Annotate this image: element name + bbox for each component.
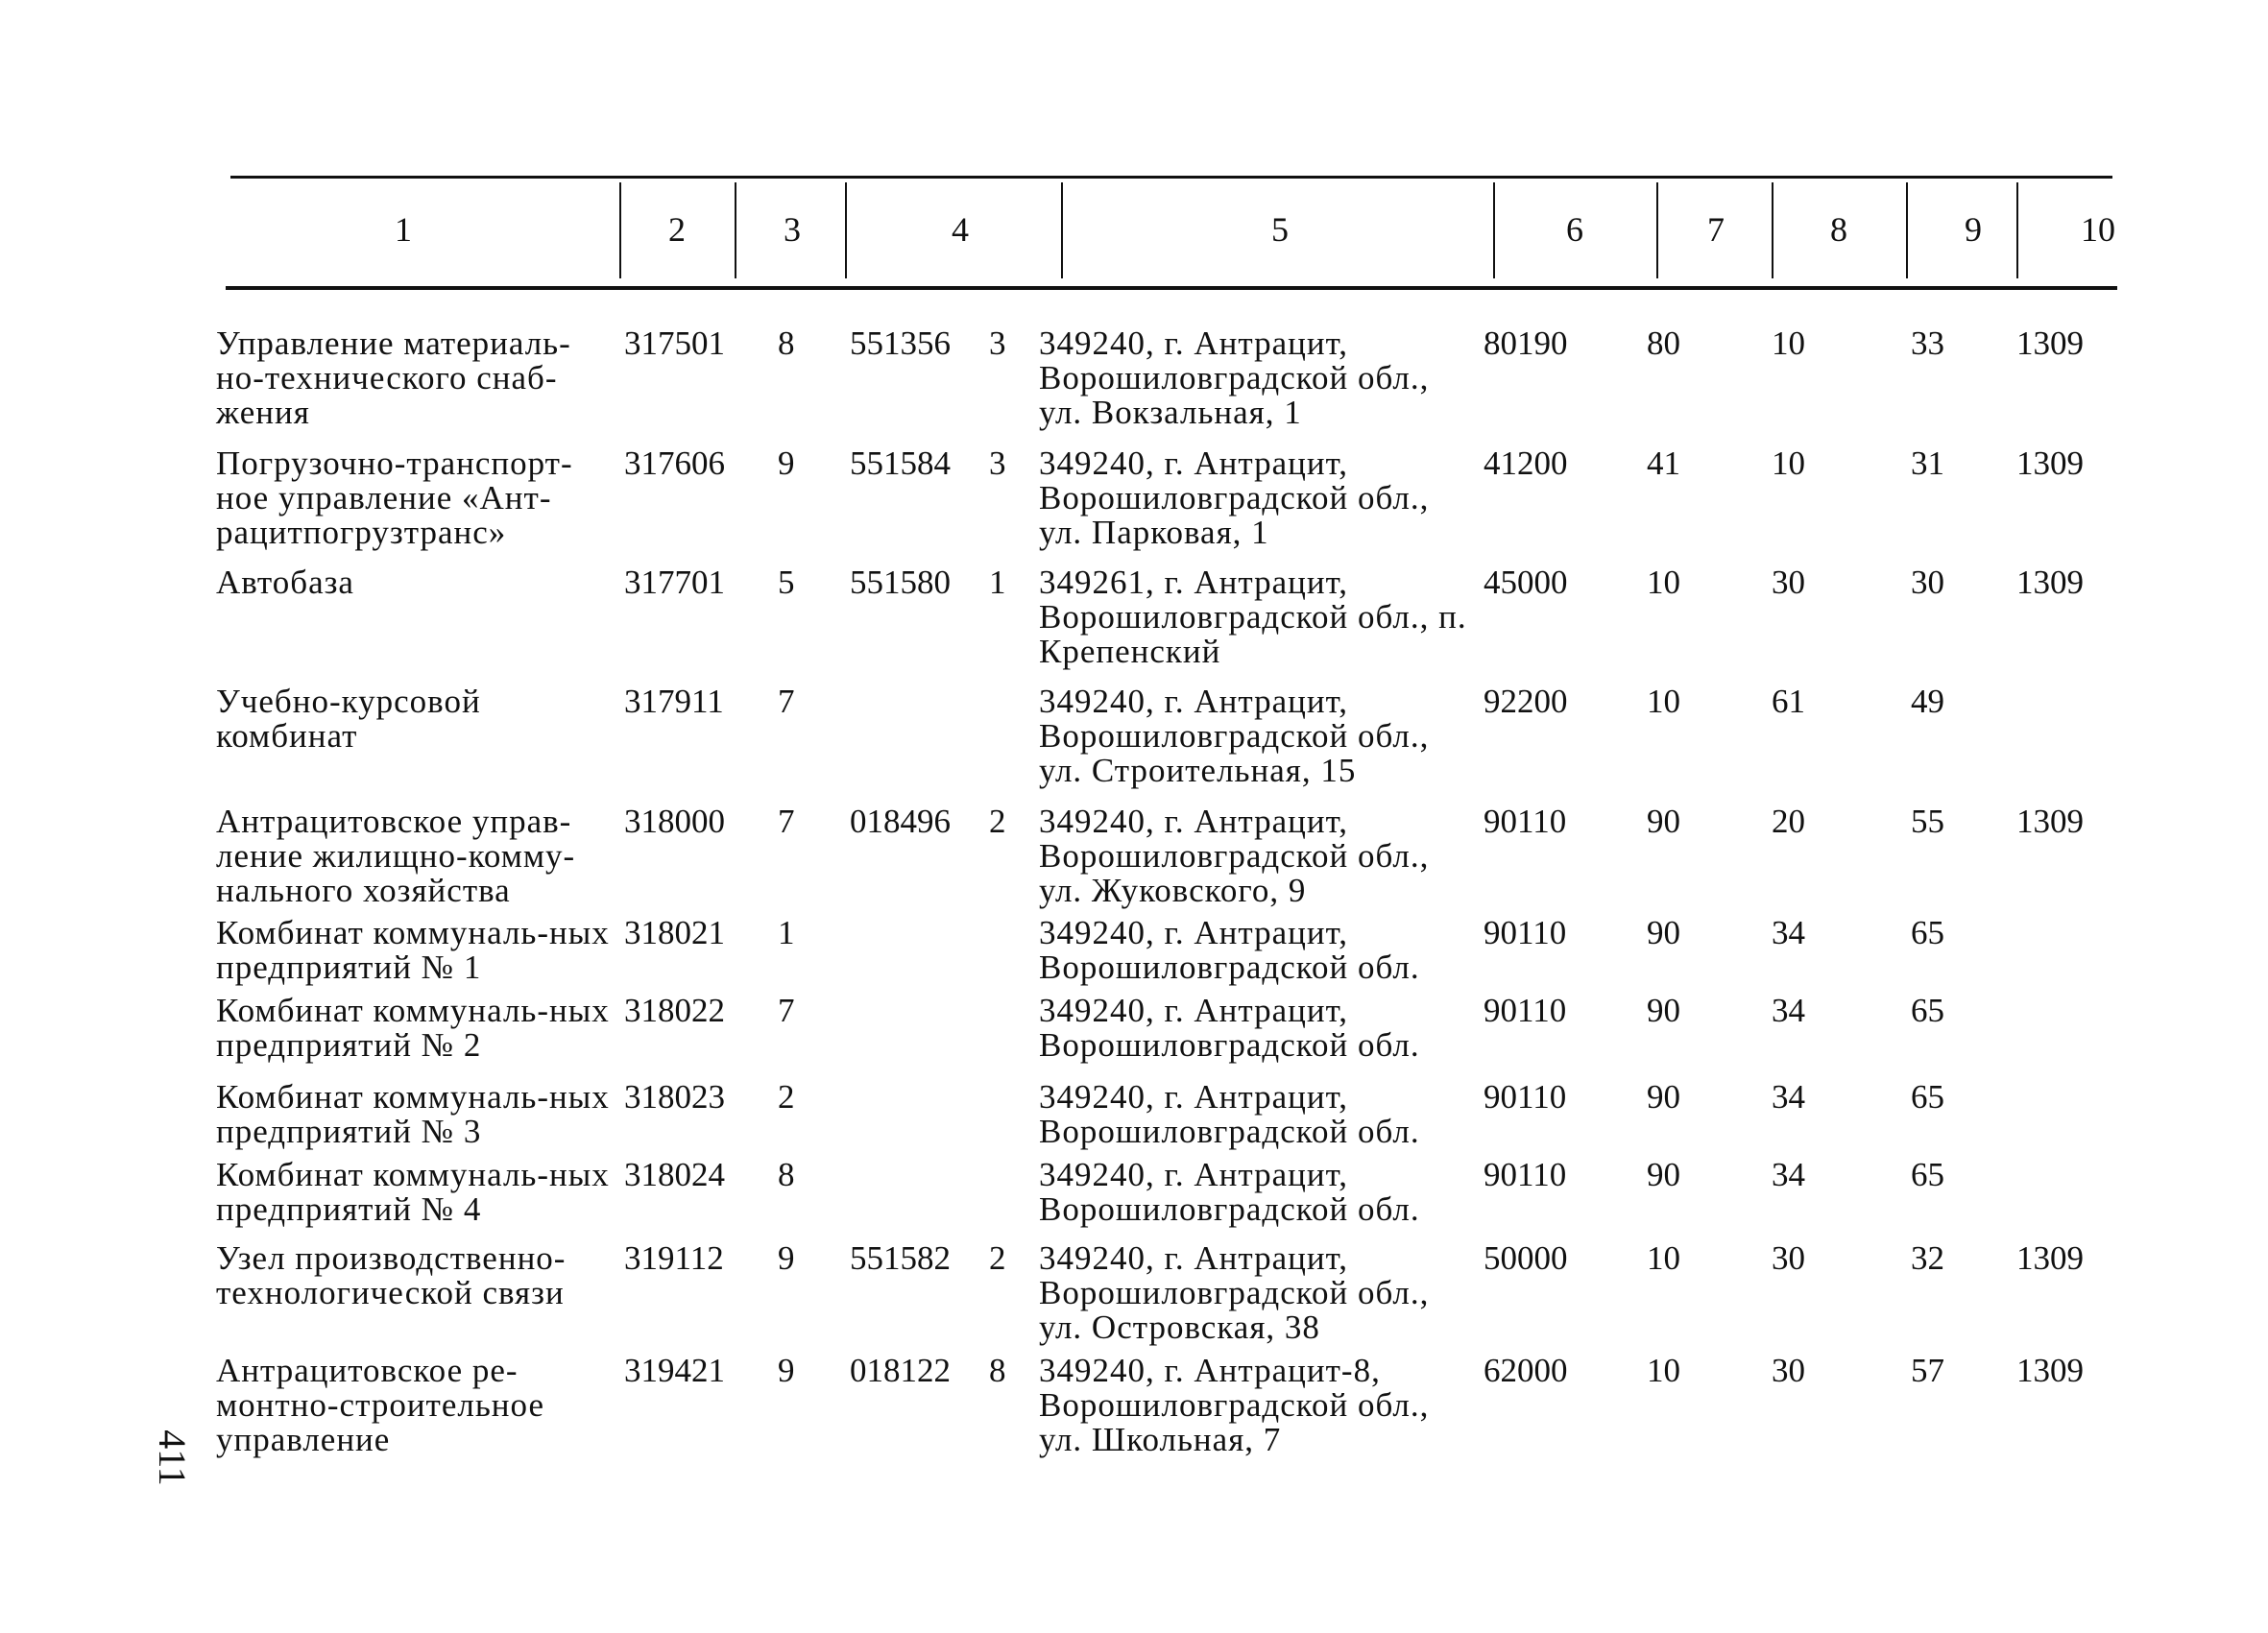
organization-name: Антрацитовское управ-ление жилищно-комму-нального хозяйства [216,803,576,909]
col3-value: 9 [778,1239,795,1277]
col10-value: 1309 [2016,324,2084,362]
col8-value: 34 [1772,1078,1805,1116]
col3-value: 7 [778,803,795,840]
column-header: 5 [1271,210,1289,249]
col4-value: 551582 [850,1239,951,1277]
col8-value: 30 [1772,1239,1805,1277]
address: 349240, г. Антрацит, Ворошиловградской обл. [1039,1156,1420,1228]
address: 349240, г. Антрацит, Ворошиловградской обл. [1039,914,1420,986]
address: 349240, г. Антрацит, Ворошиловградской обл., ул. Островская, 38 [1039,1239,1430,1346]
column-header: 8 [1830,210,1847,249]
organization-name: Комбинат коммуналь-ных предприятий № 4 [216,1156,610,1228]
col4-value: 551356 [850,324,951,362]
column-header: 10 [2081,210,2115,249]
header-separator [1493,182,1495,278]
column-header: 4 [952,210,969,249]
col7-value: 41 [1647,444,1680,482]
column-header: 7 [1707,210,1725,249]
organization-name: Комбинат коммуналь-ных предприятий № 3 [216,1078,610,1150]
col3-value: 8 [778,324,795,362]
col9-value: 49 [1911,683,1944,720]
column-header: 9 [1965,210,1982,249]
col4-digit: 3 [989,444,1006,482]
col9-value: 30 [1911,564,1944,601]
org-code: 317606 [624,444,725,482]
org-code: 319421 [624,1352,725,1389]
col4-digit: 3 [989,324,1006,362]
organization-name: Антрацитовское ре-монтно-строительное управление [216,1352,544,1458]
column-header: 6 [1566,210,1583,249]
col8-value: 10 [1772,444,1805,482]
col8-value: 30 [1772,1352,1805,1389]
col10-value: 1309 [2016,1239,2084,1277]
col8-value: 20 [1772,803,1805,840]
org-code: 319112 [624,1239,724,1277]
org-code: 317911 [624,683,724,720]
col9-value: 65 [1911,914,1944,951]
address: 349240, г. Антрацит, Ворошиловградской обл., ул. Парковая, 1 [1039,444,1430,551]
col3-value: 7 [778,683,795,720]
col9-value: 65 [1911,1078,1944,1116]
col9-value: 65 [1911,992,1944,1029]
address: 349240, г. Антрацит, Ворошиловградской обл. [1039,1078,1420,1150]
col4-value: 551584 [850,444,951,482]
organization-name: Комбинат коммуналь-ных предприятий № 1 [216,914,610,986]
col8-value: 30 [1772,564,1805,601]
col4-digit: 1 [989,564,1006,601]
col6-value: 90110 [1484,1078,1567,1116]
col6-value: 90110 [1484,803,1567,840]
col9-value: 31 [1911,444,1944,482]
col10-value: 1309 [2016,1352,2084,1389]
col8-value: 34 [1772,914,1805,951]
col4-value: 018122 [850,1352,951,1389]
col7-value: 10 [1647,1352,1680,1389]
org-code: 318000 [624,803,725,840]
org-code: 318024 [624,1156,725,1193]
column-header: 1 [395,210,412,249]
address: 349240, г. Антрацит, Ворошиловградской обл. [1039,992,1420,1064]
col7-value: 10 [1647,1239,1680,1277]
org-code: 318022 [624,992,725,1029]
header-separator [1061,182,1063,278]
col4-value: 551580 [850,564,951,601]
col4-value: 018496 [850,803,951,840]
col8-value: 34 [1772,992,1805,1029]
col9-value: 55 [1911,803,1944,840]
column-header: 3 [784,210,801,249]
col10-value: 1309 [2016,564,2084,601]
col6-value: 50000 [1484,1239,1568,1277]
col6-value: 62000 [1484,1352,1568,1389]
col6-value: 45000 [1484,564,1568,601]
organization-name: Управление материаль-но-технического снаб-жения [216,324,571,431]
col7-value: 90 [1647,992,1680,1029]
col6-value: 92200 [1484,683,1568,720]
header-separator [1906,182,1908,278]
col10-value: 1309 [2016,803,2084,840]
address: 349240, г. Антрацит-8, Ворошиловградской обл., ул. Школьная, 7 [1039,1352,1430,1458]
col3-value: 7 [778,992,795,1029]
organization-name: Погрузочно-транспорт-ное управление «Ант-рацитпогрузтранс» [216,444,573,551]
header-separator [845,182,847,278]
col10-value: 1309 [2016,444,2084,482]
col6-value: 90110 [1484,914,1567,951]
col3-value: 9 [778,444,795,482]
header-separator [1772,182,1773,278]
organization-name: Автобаза [216,564,354,601]
col6-value: 90110 [1484,992,1567,1029]
org-code: 317701 [624,564,725,601]
header-separator [2016,182,2018,278]
col6-value: 80190 [1484,324,1568,362]
col9-value: 33 [1911,324,1944,362]
col9-value: 57 [1911,1352,1944,1389]
header-separator [735,182,736,278]
col3-value: 1 [778,914,795,951]
col6-value: 90110 [1484,1156,1567,1193]
col3-value: 5 [778,564,795,601]
col8-value: 61 [1772,683,1805,720]
col4-digit: 2 [989,1239,1006,1277]
org-code: 318021 [624,914,725,951]
header-separator [619,182,621,278]
col7-value: 80 [1647,324,1680,362]
column-header: 2 [668,210,686,249]
address: 349261, г. Антрацит, Ворошиловградской обл., п. Крепенский [1039,564,1467,670]
organization-name: Учебно-курсовой комбинат [216,683,481,755]
header-separator [1656,182,1658,278]
col4-digit: 2 [989,803,1006,840]
col7-value: 10 [1647,564,1680,601]
col8-value: 10 [1772,324,1805,362]
col3-value: 9 [778,1352,795,1389]
col7-value: 90 [1647,914,1680,951]
address: 349240, г. Антрацит, Ворошиловградской обл., ул. Жуковского, 9 [1039,803,1430,909]
address: 349240, г. Антрацит, Ворошиловградской обл., ул. Строительная, 15 [1039,683,1430,789]
table-header-rule [226,286,2117,290]
col7-value: 90 [1647,803,1680,840]
org-code: 318023 [624,1078,725,1116]
organization-name: Узел производственно-технологической связи [216,1239,567,1311]
org-code: 317501 [624,324,725,362]
page-number: 411 [150,1429,194,1486]
col3-value: 2 [778,1078,795,1116]
organization-name: Комбинат коммуналь-ных предприятий № 2 [216,992,610,1064]
col9-value: 65 [1911,1156,1944,1193]
table-top-rule [230,176,2112,179]
col4-digit: 8 [989,1352,1006,1389]
col7-value: 90 [1647,1078,1680,1116]
address: 349240, г. Антрацит, Ворошиловградской обл., ул. Вокзальная, 1 [1039,324,1430,431]
col7-value: 90 [1647,1156,1680,1193]
col8-value: 34 [1772,1156,1805,1193]
col6-value: 41200 [1484,444,1568,482]
col3-value: 8 [778,1156,795,1193]
col9-value: 32 [1911,1239,1944,1277]
col7-value: 10 [1647,683,1680,720]
